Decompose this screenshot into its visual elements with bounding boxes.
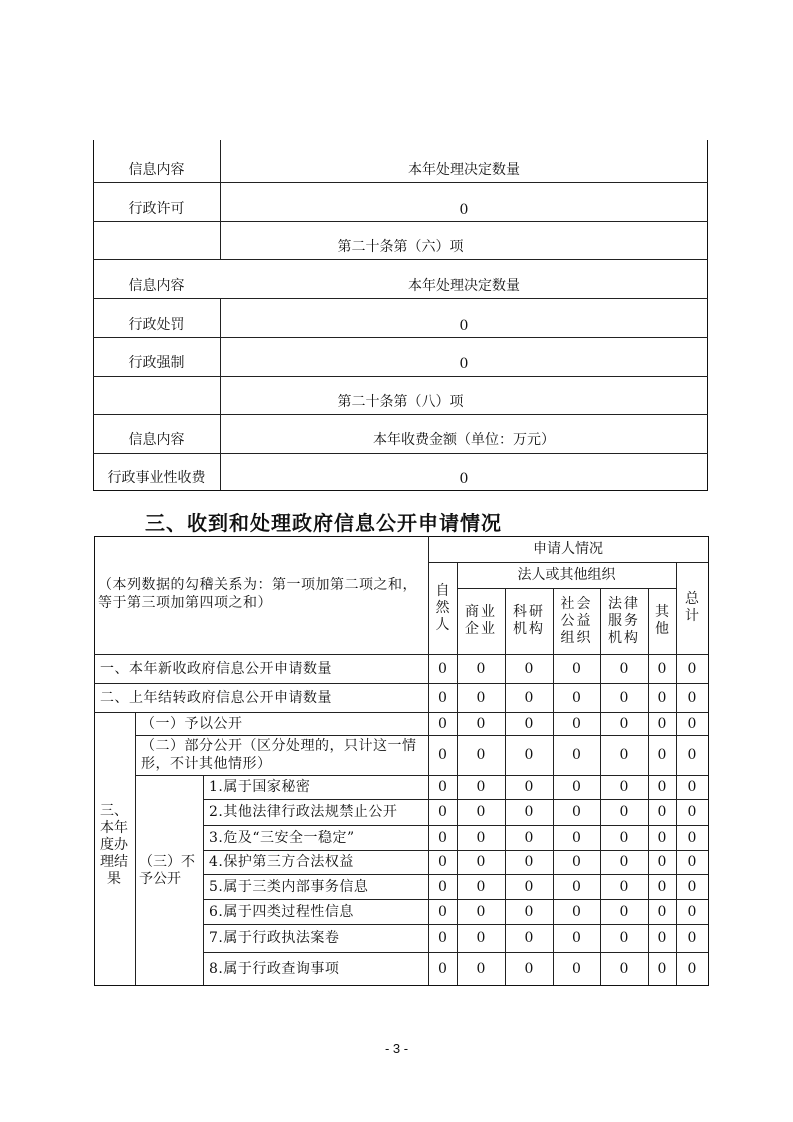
- cell-value: 0: [657, 829, 667, 846]
- cell-value: 0: [524, 660, 534, 677]
- cell-value: 0: [438, 878, 447, 895]
- row-value: 0: [459, 318, 469, 334]
- row-divider: [93, 453, 708, 454]
- row-label: 5.属于三类内部事务信息: [209, 878, 369, 895]
- row-divider: [93, 298, 708, 299]
- cell-value: 0: [438, 804, 447, 820]
- grid-line: [203, 775, 204, 985]
- cell-value: 0: [619, 660, 629, 677]
- grid-line: [94, 683, 708, 684]
- row-label: 信息内容: [128, 162, 185, 178]
- row-label: 4.保护第三方合法权益: [209, 854, 354, 870]
- cell-value: 0: [687, 747, 697, 763]
- grid-line: [203, 799, 708, 800]
- col-commercial: 商业企业: [465, 604, 497, 637]
- cell-value: 0: [687, 715, 697, 732]
- cell-value: 0: [476, 747, 486, 763]
- cell-value: 0: [657, 930, 667, 946]
- table-border: [94, 536, 95, 985]
- cell-value: 0: [524, 747, 534, 763]
- row-label: 行政强制: [128, 355, 185, 371]
- cell-value: 0: [524, 689, 534, 706]
- cell-value: 0: [687, 804, 697, 820]
- row-label: （二）部分公开（区分处理的，只计这一情形，不计其他情形）: [141, 738, 417, 772]
- cell-value: 0: [657, 878, 667, 895]
- grid-line: [505, 588, 506, 985]
- cell-value: 0: [619, 854, 629, 870]
- cell-value: 0: [476, 903, 486, 920]
- cell-value: 0: [572, 689, 581, 706]
- row-value-header: 本年处理决定数量: [408, 162, 520, 178]
- row-label: 1.属于国家秘密: [209, 779, 311, 795]
- section-heading: 三、收到和处理政府信息公开申请情况: [145, 511, 502, 535]
- cell-value: 0: [572, 804, 581, 820]
- row-label: 行政处罚: [128, 317, 185, 333]
- row-label: 二、上年结转政府信息公开申请数量: [100, 689, 332, 706]
- table-border: [708, 536, 709, 986]
- row-label: 一、本年新收政府信息公开申请数量: [100, 660, 332, 677]
- cell-value: 0: [572, 960, 581, 977]
- cell-value: 0: [572, 878, 581, 895]
- cell-value: 0: [657, 660, 667, 677]
- cell-value: 0: [476, 660, 486, 677]
- cell-value: 0: [687, 903, 697, 920]
- header-legal-entity: 法人或其他组织: [517, 567, 616, 583]
- cell-value: 0: [572, 930, 581, 946]
- cell-value: 0: [524, 779, 534, 795]
- cell-value: 0: [687, 854, 697, 870]
- row-value-header: 本年处理决定数量: [408, 278, 520, 294]
- cell-value: 0: [687, 779, 697, 795]
- cell-value: 0: [476, 878, 486, 895]
- row-divider: [93, 182, 708, 183]
- note-text: （本列数据的勾稽关系为：第一项加第二项之和，等于第三项加第四项之和）: [98, 577, 417, 611]
- row-label: 7.属于行政执法案卷: [209, 930, 340, 946]
- cell-value: 0: [572, 779, 581, 795]
- col-public-welfare: 社会公益组织: [560, 595, 593, 646]
- cell-value: 0: [657, 747, 667, 763]
- col-total: 总计: [685, 591, 699, 624]
- row-label: （一）予以公开: [141, 715, 243, 732]
- grid-line: [600, 588, 601, 985]
- cell-value: 0: [687, 878, 697, 895]
- cell-value: 0: [438, 660, 447, 677]
- cell-value: 0: [476, 960, 486, 977]
- cell-value: 0: [524, 878, 534, 895]
- table-border: [93, 490, 708, 491]
- table-border: [94, 985, 709, 986]
- grid-line: [203, 899, 708, 900]
- cell-value: 0: [657, 903, 667, 920]
- col-natural-person: 自然人: [435, 582, 450, 633]
- row-label: 3.危及“三安全一稳定”: [209, 829, 355, 846]
- cell-value: 0: [687, 829, 697, 846]
- cell-value: 0: [524, 854, 534, 870]
- cell-value: 0: [657, 779, 667, 795]
- cell-value: 0: [687, 930, 697, 946]
- group-label-result: 三、本年度办理结果: [100, 803, 128, 887]
- cell-value: 0: [619, 804, 629, 820]
- cell-value: 0: [657, 715, 667, 732]
- row-divider: [93, 414, 708, 415]
- cell-value: 0: [657, 960, 667, 977]
- cell-value: 0: [438, 960, 447, 977]
- row-divider: [93, 221, 708, 222]
- cell-value: 0: [572, 829, 581, 846]
- row-divider: [93, 259, 708, 260]
- row-label: 信息内容: [128, 432, 185, 448]
- grid-line: [648, 588, 649, 985]
- cell-value: 0: [619, 715, 629, 732]
- row-value: 0: [459, 356, 469, 372]
- cell-value: 0: [687, 689, 697, 706]
- cell-value: 0: [438, 854, 447, 870]
- cell-value: 0: [438, 689, 447, 706]
- col-other: 其他: [655, 604, 669, 637]
- cell-value: 0: [619, 903, 629, 920]
- cell-value: 0: [438, 715, 447, 732]
- row-divider: [93, 376, 708, 377]
- grid-line: [203, 874, 708, 875]
- cell-value: 0: [619, 779, 629, 795]
- page-number: - 3 -: [384, 1041, 409, 1056]
- grid-line: [457, 588, 676, 589]
- cell-value: 0: [657, 689, 667, 706]
- cell-value: 0: [524, 960, 534, 977]
- col-legal-service: 法律服务机构: [608, 595, 640, 646]
- cell-value: 0: [476, 689, 486, 706]
- grid-line: [203, 825, 708, 826]
- table-border: [94, 536, 709, 537]
- cell-value: 0: [524, 715, 534, 732]
- cell-value: 0: [524, 930, 534, 946]
- row-divider: [93, 337, 708, 338]
- grid-line: [94, 712, 708, 713]
- cell-value: 0: [619, 747, 629, 763]
- section-title: 第二十条第（八）项: [337, 394, 464, 410]
- cell-value: 0: [438, 829, 447, 846]
- cell-value: 0: [657, 854, 667, 870]
- cell-value: 0: [476, 829, 486, 846]
- cell-value: 0: [619, 960, 629, 977]
- section-title: 第二十条第（六）项: [337, 239, 464, 255]
- cell-value: 0: [438, 779, 447, 795]
- grid-line: [135, 735, 708, 736]
- grid-line: [203, 924, 708, 925]
- cell-value: 0: [438, 930, 447, 946]
- cell-value: 0: [572, 903, 581, 920]
- grid-line: [203, 952, 708, 953]
- row-value-header: 本年收费金额（单位：万元）: [373, 432, 555, 448]
- header-applicant: 申请人情况: [533, 541, 603, 557]
- cell-value: 0: [619, 878, 629, 895]
- grid-line: [94, 654, 708, 655]
- row-label: 8.属于行政查询事项: [209, 960, 340, 977]
- grid-line: [135, 712, 136, 985]
- cell-value: 0: [524, 903, 534, 920]
- cell-value: 0: [438, 747, 447, 763]
- grid-line: [203, 850, 708, 851]
- row-value: 0: [459, 202, 469, 218]
- cell-value: 0: [687, 660, 697, 677]
- cell-value: 0: [572, 715, 581, 732]
- cell-value: 0: [619, 829, 629, 846]
- cell-value: 0: [524, 804, 534, 820]
- col-research: 科研机构: [513, 604, 545, 637]
- grid-line: [428, 536, 429, 985]
- cell-value: 0: [476, 854, 486, 870]
- cell-value: 0: [619, 930, 629, 946]
- cell-value: 0: [619, 689, 629, 706]
- cell-value: 0: [572, 747, 581, 763]
- table-border: [707, 140, 708, 491]
- grid-line: [553, 588, 554, 985]
- cell-value: 0: [687, 960, 697, 977]
- grid-line: [457, 562, 458, 985]
- cell-value: 0: [476, 804, 486, 820]
- row-label: 2.其他法律行政法规禁止公开: [209, 804, 398, 820]
- row-label: 6.属于四类过程性信息: [209, 903, 354, 920]
- cell-value: 0: [524, 829, 534, 846]
- row-value: 0: [459, 471, 469, 487]
- cell-value: 0: [476, 715, 486, 732]
- row-label: 行政许可: [128, 201, 185, 217]
- row-label: 信息内容: [128, 278, 185, 294]
- row-label: 行政事业性收费: [107, 470, 206, 486]
- group-label-refuse: （三）不予公开: [139, 854, 195, 887]
- cell-value: 0: [438, 903, 447, 920]
- cell-value: 0: [572, 660, 581, 677]
- cell-value: 0: [476, 779, 486, 795]
- grid-line: [676, 562, 677, 985]
- cell-value: 0: [476, 930, 486, 946]
- cell-value: 0: [657, 804, 667, 820]
- grid-line: [135, 775, 708, 776]
- grid-line: [428, 562, 708, 563]
- cell-value: 0: [572, 854, 581, 870]
